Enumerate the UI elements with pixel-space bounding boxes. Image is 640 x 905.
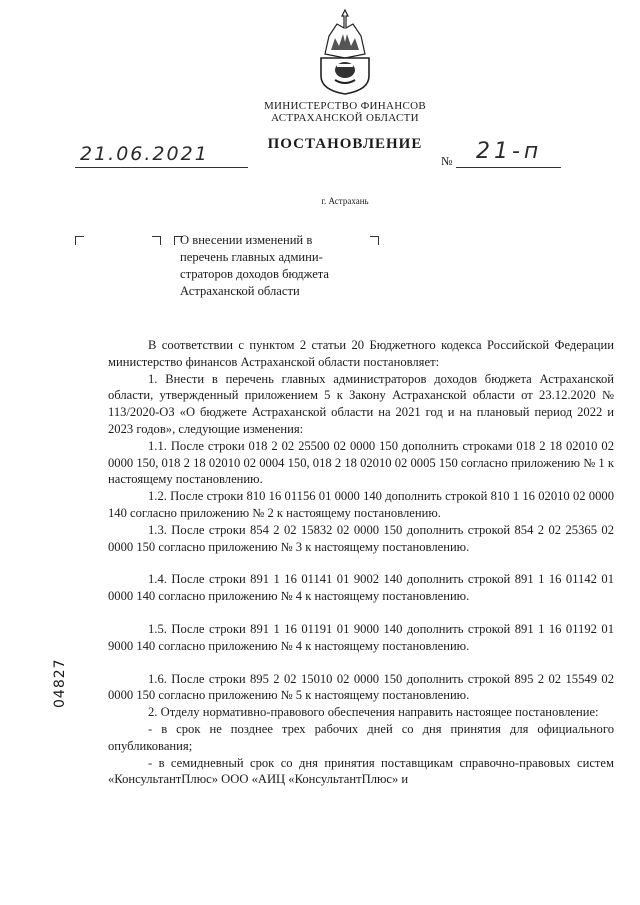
paragraph-item-1-2: 1.2. После строки 810 16 01156 01 0000 140 дополнить строкой 810 1 16 02010 02 0000 140 согласно приложению № 2 к настоящему постановлению. <box>108 489 614 520</box>
subject-line: страторов доходов бюджета <box>180 267 330 281</box>
document-body <box>108 337 614 788</box>
bracket-top-mid-left <box>152 236 161 245</box>
document-subject <box>180 232 368 300</box>
side-registration-code: 04827 <box>52 658 68 708</box>
bracket-top-right <box>370 236 379 245</box>
paragraph-item-1-4: 1.4. После строки 891 1 16 01141 01 9002 140 дополнить строкой 891 1 16 01142 01 0000 140 согласно приложению № 4 к настоящему постановлению. <box>108 572 614 604</box>
ministry-line-2: АСТРАХАНСКОЙ ОБЛАСТИ <box>271 112 419 124</box>
paragraph-item-1-5: 1.5. После строки 891 1 16 01191 01 9000 140 дополнить строкой 891 1 16 01192 01 9000 140 согласно приложению № 4 к настоящему постановлению. <box>108 621 614 653</box>
ministry-line-1: МИНИСТЕРСТВО ФИНАНСОВ <box>263 100 427 112</box>
number-underline <box>456 167 561 168</box>
number-sign: № <box>441 154 453 168</box>
subject-line: перечень главных админи- <box>180 250 323 264</box>
paragraph-preamble: В соответствии с пунктом 2 статьи 20 Бюджетного кодекса Российской Федерации министерство финансов Астраханской области постановляет: <box>108 338 614 369</box>
bracket-top-left <box>75 236 84 245</box>
paragraph-item-2-a: - в срок не позднее трех рабочих дней со дня принятия для официального опубликования; <box>108 721 614 753</box>
city-name: г. Астрахань <box>321 196 369 206</box>
subject-line: Астраханской области <box>180 284 300 298</box>
paragraph-item-1: 1. Внести в перечень главных администраторов доходов бюджета Астраханской области, утвержденный приложением 5 к Закону Астраханской области от 23.12.2020 № 113/2020-ОЗ «О бюджете Астраханской области на 2021 год и на плановый период 2022 и 2023 годов», следующие изменения: <box>108 371 614 436</box>
coat-of-arms-icon <box>317 6 373 96</box>
paragraph-item-1-1: 1.1. После строки 018 2 02 25500 02 0000 150 дополнить строками 018 2 18 02010 02 0000 150, 018 2 18 02010 02 0004 150, 018 2 18 02010 02 0005 150 согласно приложению № 1 к настоящему постановлению. <box>108 438 614 487</box>
document-type: ПОСТАНОВЛЕНИЕ <box>267 136 423 152</box>
paragraph-item-1-3: 1.3. После строки 854 2 02 15832 02 0000 150 дополнить строкой 854 2 02 25365 02 0000 150 согласно приложению № 3 к настоящему постановлению. <box>108 522 614 554</box>
paragraph-item-2: 2. Отделу нормативно-правового обеспечения направить настоящее постановление: <box>148 705 599 720</box>
document-date: 21.06.2021 <box>80 143 209 165</box>
paragraph-item-1-6: 1.6. После строки 895 2 02 15010 02 0000 150 дополнить строкой 895 2 02 15549 02 0000 150 согласно приложению № 5 к настоящему постановлению. <box>108 671 614 703</box>
subject-line: О внесении изменений в <box>180 233 313 247</box>
paragraph-item-2-b: - в семидневный срок со дня принятия поставщикам справочно-правовых систем «КонсультантПлюс» ООО «АИЦ «КонсультантПлюс» и <box>108 755 614 787</box>
date-underline <box>75 167 248 168</box>
document-number: 21-п <box>476 139 543 164</box>
